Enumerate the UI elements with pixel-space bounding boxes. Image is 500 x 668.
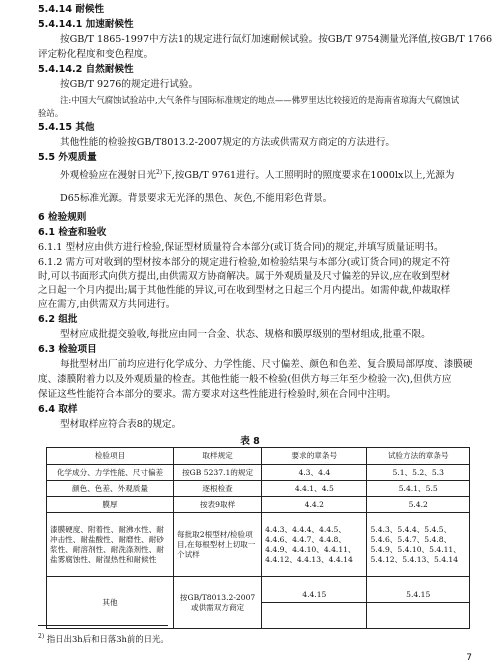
table-cell: 4.3、4.4 xyxy=(262,465,367,481)
table-cell: 按表9取样 xyxy=(174,497,262,513)
page-number: 7 xyxy=(466,653,472,663)
paragraph-line: 保证这些性能符合本部分的要求。需方要求对这些性能进行检验时,须在合同中注明。 xyxy=(38,389,397,400)
table-cell: 5.4.3、5.4.4、5.4.5、5.4.6、5.4.7、5.4.8、5.4.9、5.4.10、5.4.11、5.4.12、5.4.13、5.4.14 xyxy=(367,513,470,577)
footnote-divider xyxy=(38,625,168,626)
footnote-mark: 2) xyxy=(38,633,45,640)
table-row xyxy=(47,577,470,629)
table-cell: 按GB/T8013.2-2007或供需双方商定 xyxy=(174,577,262,629)
paragraph-line: D65标准光源。背景要求无光泽的黑色、灰色,不能用彩色背景。 xyxy=(60,193,333,204)
table-cell: 膜厚 xyxy=(47,497,174,513)
table-subcell-empty xyxy=(262,603,366,617)
paragraph-line: 型材应成批提交验收,每批应由同一合金、状态、规格和膜厚级别的型材组成,批重不限。 xyxy=(60,329,431,340)
paragraph-line: 其他性能的检验按GB/T8013.2-2007规定的方法或供需双方商定的方法进行。 xyxy=(60,137,396,148)
table-cell: 5.1、5.2、5.3 xyxy=(367,465,470,481)
table-subcell-empty xyxy=(367,603,469,617)
table-cell: 按GB 5237.1的规定 xyxy=(174,465,262,481)
table-row xyxy=(47,465,470,481)
table-row xyxy=(47,481,470,497)
sampling-table xyxy=(46,447,470,629)
paragraph-line: 评定粉化程度和变色程度。 xyxy=(38,49,154,60)
section-heading-5-4-14-1: 5.4.14.1 加速耐候性 xyxy=(38,19,134,30)
table-header-cell: 试验方法的章条号 xyxy=(367,448,470,465)
table-cell: 颜色、色差、外观质量 xyxy=(47,481,174,497)
paragraph-line: 按GB/T 9276的规定进行试验。 xyxy=(60,79,199,90)
paragraph-line: 型材取样应符合表8的规定。 xyxy=(60,419,182,430)
table-cell: 其他 xyxy=(47,577,174,629)
table-cell: 5.4.1、5.5 xyxy=(367,481,470,497)
section-heading-5-5: 5.5 外观质量 xyxy=(38,152,97,163)
table-header-row xyxy=(47,448,470,465)
paragraph-line: 每批型材出厂前均应进行化学成分、力学性能、尺寸偏差、颜色和色差、复合膜局部厚度、漆膜硬 xyxy=(60,359,473,370)
footnote xyxy=(38,631,169,645)
section-heading-5-4-14: 5.4.14 耐候性 xyxy=(38,4,105,15)
section-heading-6-4: 6.4 取样 xyxy=(38,404,78,415)
paragraph-line: 应在需方,由供需双方共同进行。 xyxy=(38,299,176,310)
table-subcell: 4.4.15 xyxy=(262,588,366,603)
paragraph-line xyxy=(60,167,454,182)
paragraph-line: 6.1.1 型材应由供方进行检验,保证型材质量符合本部分(或订货合同)的规定,并填写质量证明书。 xyxy=(38,242,444,253)
paragraph-line: 按GB/T 1865-1997中方法1的规定进行氙灯加速耐候试验。按GB/T 9754测量光泽值,按GB/T 1766 xyxy=(60,34,493,45)
table-cell: 4.4.2 xyxy=(262,497,367,513)
paragraph-line: 度、漆膜附着力以及外观质量的检查。其他性能一般不检验(但供方每三年至少检验一次),但供方应 xyxy=(38,374,452,385)
section-heading-6-1: 6.1 检查和验收 xyxy=(38,227,107,238)
section-heading-5-4-14-2: 5.4.14.2 自然耐候性 xyxy=(38,64,134,75)
text-segment: 外观检验应在漫射日光 xyxy=(60,170,156,182)
table-row xyxy=(47,513,470,577)
section-heading-6: 6 检验规则 xyxy=(38,212,87,223)
table-cell: 4.4.3、4.4.4、4.4.5、4.4.6、4.4.7、4.4.8、4.4.9、4.4.10、4.4.11、4.4.12、4.4.13、4.4.14 xyxy=(262,513,367,577)
paragraph-line: 时,可以书面形式向供方提出,由供需双方协商解决。属于外观质量及尺寸偏差的异议,应在收到型材 xyxy=(38,271,451,282)
section-heading-6-3: 6.3 检验项目 xyxy=(38,344,97,355)
footnote-ref: 2) xyxy=(155,169,163,176)
note-line: 注:中国大气腐蚀试验站中,大气条件与国际标准规定的地点——佛罗里达比较接近的是海南省琼海大气腐蚀试 xyxy=(60,95,460,105)
table-cell: 4.4.1、4.5 xyxy=(262,481,367,497)
table-subcell: 5.4.15 xyxy=(367,588,469,603)
paragraph-line: 之日起一个月内提出;属于其他性能的异议,可在收到型材之日起三个月内提出。如需仲裁,仲裁取样 xyxy=(38,285,451,296)
table-row xyxy=(47,497,470,513)
table-cell: 逐根检查 xyxy=(174,481,262,497)
table-cell: 5.4.2 xyxy=(367,497,470,513)
table-cell: 漆膜硬度、附着性、耐沸水性、耐冲击性、耐盐酸性、耐磨性、耐砂浆性、耐溶剂性、耐洗涤剂性、耐盐雾腐蚀性、耐湿热性和耐候性 xyxy=(47,513,174,577)
table-cell xyxy=(262,577,367,629)
table-caption: 表 8 xyxy=(240,436,260,447)
table-header-cell: 检验项目 xyxy=(47,448,174,465)
section-heading-5-4-15: 5.4.15 其他 xyxy=(38,122,95,133)
table-cell: 每批取2根型材/检验项目,在每根型材上切取一个试样 xyxy=(174,513,262,577)
note-line: 验站。 xyxy=(38,108,64,118)
table-header-cell: 取样规定 xyxy=(174,448,262,465)
section-heading-6-2: 6.2 组批 xyxy=(38,314,78,325)
text-segment: 下,按GB/T 9761进行。人工照明时的照度要求在1000lx以上,光源为 xyxy=(162,170,455,182)
table-cell: 化学成分、力学性能、尺寸偏差 xyxy=(47,465,174,481)
footnote-text: 指日出3h后和日落3h前的日光。 xyxy=(46,633,169,644)
paragraph-line: 6.1.2 需方可对收到的型材按本部分的规定进行检验,如检验结果与本部分(或订货合同)的规定不符 xyxy=(38,257,451,268)
table-cell xyxy=(367,577,470,629)
table-header-cell: 要求的章条号 xyxy=(262,448,367,465)
